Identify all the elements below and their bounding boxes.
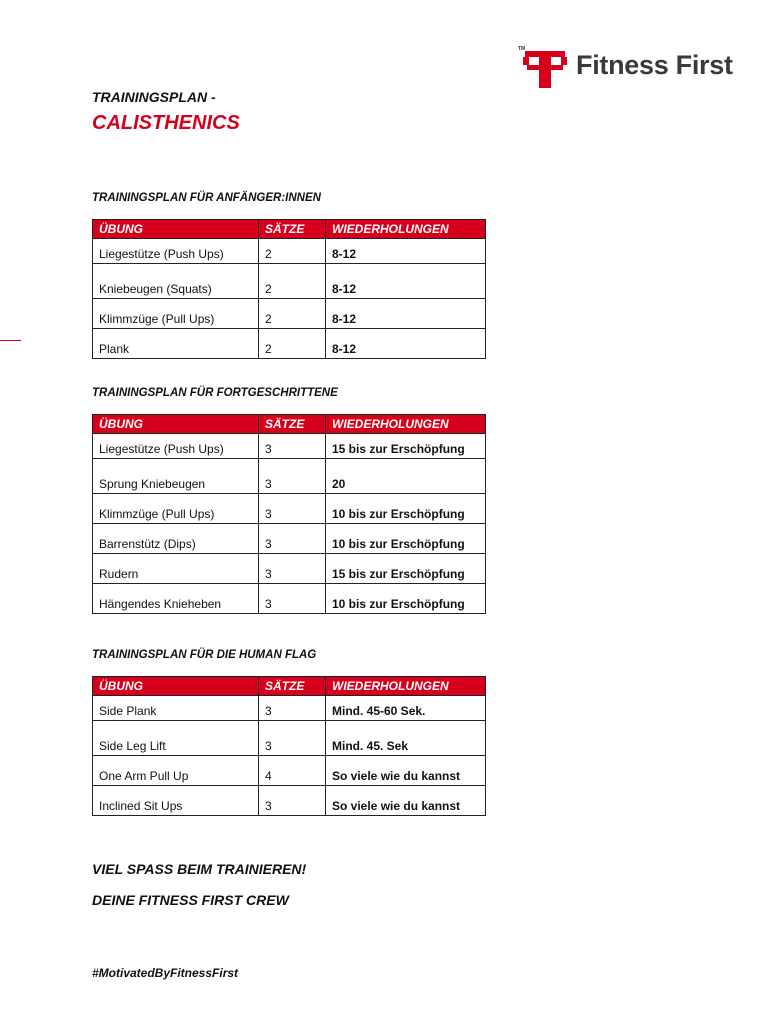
exercise-cell: Kniebeugen (Squats) xyxy=(93,264,259,299)
table-row xyxy=(93,299,486,329)
brand-name: Fitness First xyxy=(576,50,733,80)
column-header-sets: SÄTZE xyxy=(259,677,326,696)
page-title-line2: CALISTHENICS xyxy=(92,112,240,134)
sets-cell: 3 xyxy=(259,786,326,816)
exercise-cell: Side Leg Lift xyxy=(93,721,259,756)
table-header-row xyxy=(93,220,486,239)
reps-cell: 10 bis zur Erschöpfung xyxy=(326,494,486,524)
sets-cell: 3 xyxy=(259,524,326,554)
page-title-line1: TRAININGSPLAN - xyxy=(92,89,216,105)
sets-cell: 2 xyxy=(259,299,326,329)
reps-cell: 8-12 xyxy=(326,239,486,264)
section-title-advanced: TRAININGSPLAN FÜR FORTGESCHRITTENE xyxy=(92,387,338,399)
table-row xyxy=(93,756,486,786)
exercise-cell: Rudern xyxy=(93,554,259,584)
exercise-cell: Klimmzüge (Pull Ups) xyxy=(93,494,259,524)
table-row xyxy=(93,524,486,554)
sets-cell: 3 xyxy=(259,696,326,721)
reps-cell: 15 bis zur Erschöpfung xyxy=(326,434,486,459)
sets-cell: 2 xyxy=(259,329,326,359)
sets-cell: 2 xyxy=(259,264,326,299)
trademark-mark: TM xyxy=(518,46,526,52)
sets-cell: 3 xyxy=(259,494,326,524)
table-row xyxy=(93,721,486,756)
reps-cell: Mind. 45-60 Sek. xyxy=(326,696,486,721)
exercise-cell: Plank xyxy=(93,329,259,359)
reps-cell: Mind. 45. Sek xyxy=(326,721,486,756)
exercise-cell: Liegestütze (Push Ups) xyxy=(93,239,259,264)
table-row xyxy=(93,554,486,584)
beginners-table xyxy=(92,219,486,359)
section-title-beginners: TRAININGSPLAN FÜR ANFÄNGER:INNEN xyxy=(92,192,321,204)
table-row xyxy=(93,264,486,299)
reps-cell: 8-12 xyxy=(326,329,486,359)
column-header-exercise: ÜBUNG xyxy=(93,220,259,239)
reps-cell: 10 bis zur Erschöpfung xyxy=(326,584,486,614)
column-header-reps: WIEDERHOLUNGEN xyxy=(326,415,486,434)
exercise-cell: Barrenstütz (Dips) xyxy=(93,524,259,554)
exercise-cell: One Arm Pull Up xyxy=(93,756,259,786)
table-row xyxy=(93,786,486,816)
sets-cell: 3 xyxy=(259,459,326,494)
table-row xyxy=(93,329,486,359)
table-header-row xyxy=(93,415,486,434)
table-row xyxy=(93,584,486,614)
reps-cell: So viele wie du kannst xyxy=(326,756,486,786)
sets-cell: 3 xyxy=(259,584,326,614)
sets-cell: 3 xyxy=(259,434,326,459)
exercise-cell: Liegestütze (Push Ups) xyxy=(93,434,259,459)
table-row xyxy=(93,696,486,721)
column-header-reps: WIEDERHOLUNGEN xyxy=(326,220,486,239)
table-row xyxy=(93,494,486,524)
column-header-reps: WIEDERHOLUNGEN xyxy=(326,677,486,696)
reps-cell: 15 bis zur Erschöpfung xyxy=(326,554,486,584)
reps-cell: 10 bis zur Erschöpfung xyxy=(326,524,486,554)
sets-cell: 3 xyxy=(259,721,326,756)
ff-logo-icon xyxy=(523,48,567,88)
reps-cell: 8-12 xyxy=(326,299,486,329)
column-header-exercise: ÜBUNG xyxy=(93,415,259,434)
footer-hashtag: #MotivatedByFitnessFirst xyxy=(92,966,239,980)
reps-cell: 20 xyxy=(326,459,486,494)
exercise-cell: Side Plank xyxy=(93,696,259,721)
sets-cell: 4 xyxy=(259,756,326,786)
reps-cell: So viele wie du kannst xyxy=(326,786,486,816)
margin-marker xyxy=(0,340,21,341)
sets-cell: 2 xyxy=(259,239,326,264)
table-row xyxy=(93,434,486,459)
exercise-cell: Inclined Sit Ups xyxy=(93,786,259,816)
human-flag-table xyxy=(92,676,486,816)
sets-cell: 3 xyxy=(259,554,326,584)
column-header-sets: SÄTZE xyxy=(259,415,326,434)
exercise-cell: Sprung Kniebeugen xyxy=(93,459,259,494)
fitness-first-logo xyxy=(518,46,733,90)
column-header-exercise: ÜBUNG xyxy=(93,677,259,696)
table-header-row xyxy=(93,677,486,696)
advanced-table xyxy=(92,414,486,614)
table-row xyxy=(93,459,486,494)
exercise-cell: Klimmzüge (Pull Ups) xyxy=(93,299,259,329)
closing-line-1: VIEL SPASS BEIM TRAINIEREN! xyxy=(92,861,307,877)
exercise-cell: Hängendes Knieheben xyxy=(93,584,259,614)
section-title-human-flag: TRAININGSPLAN FÜR DIE HUMAN FLAG xyxy=(92,649,317,661)
column-header-sets: SÄTZE xyxy=(259,220,326,239)
reps-cell: 8-12 xyxy=(326,264,486,299)
table-row xyxy=(93,239,486,264)
closing-line-2: DEINE FITNESS FIRST CREW xyxy=(92,892,289,908)
